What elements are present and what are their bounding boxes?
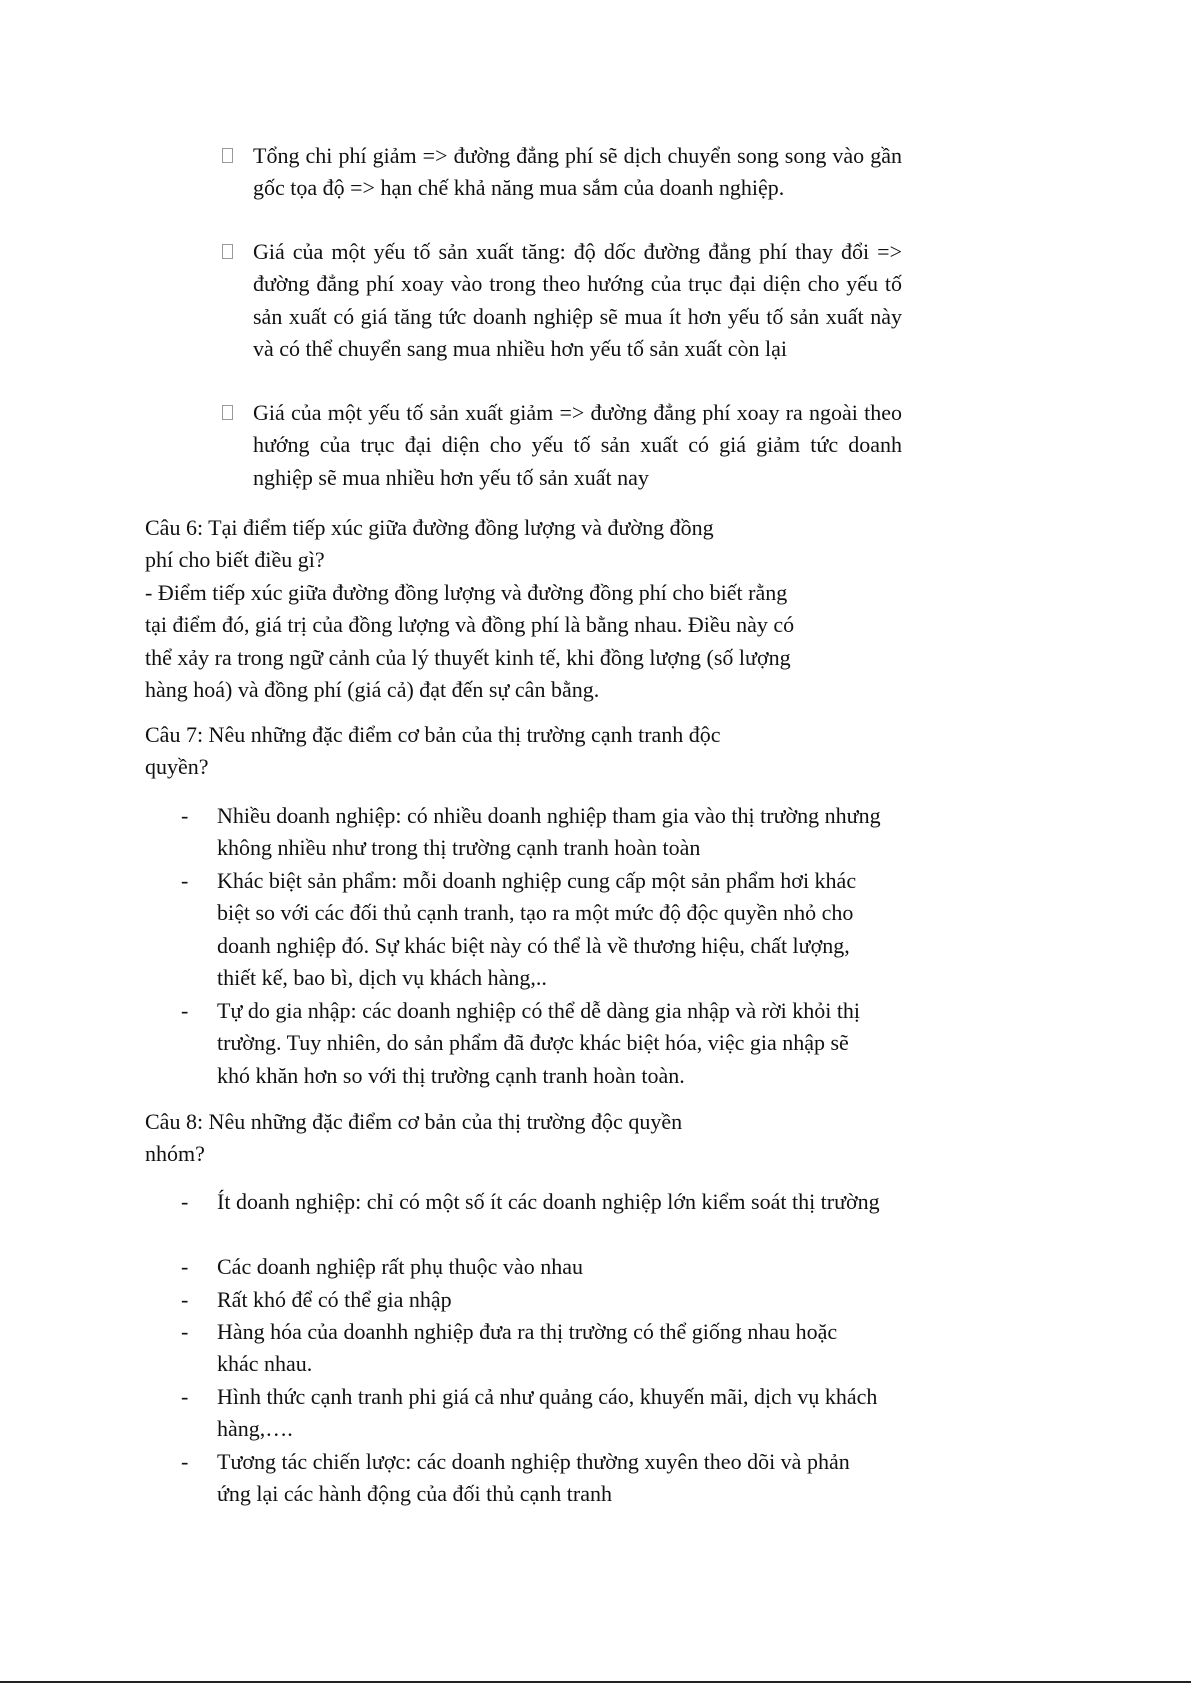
list-item — [181, 1186, 881, 1218]
list-item-text: Tự do gia nhập: các doanh nghiệp có thể dễ dàng gia nhập và rời khỏi thị trường. Tuy nhiên, do sản phẩm đã được khác biệt hóa, việc gia nhập sẽ khó khăn hơn so với thị trường cạnh tranh hoàn toàn. — [217, 998, 861, 1088]
list-item — [181, 1381, 881, 1446]
list-item — [181, 995, 881, 1092]
question-7-line2: quyền? — [145, 754, 209, 780]
answer-6-line3: thể xảy ra trong ngữ cảnh của lý thuyết kinh tế, khi đồng lượng (số lượng — [145, 644, 791, 670]
list-item-text: Hàng hóa của doanhh nghiệp đưa ra thị trường có thể giống nhau hoặc khác nhau. — [217, 1319, 838, 1377]
boxed-list-item — [222, 140, 902, 205]
question-8 — [145, 1106, 875, 1171]
list-item-text: Rất khó để có thể gia nhập — [217, 1287, 452, 1312]
answer-6-line1: - Điểm tiếp xúc giữa đường đồng lượng và đường đồng phí cho biết rằng — [145, 579, 788, 605]
list-item — [181, 800, 881, 865]
missing-glyph-box-icon — [222, 244, 233, 259]
answer-6-line2: tại điểm đó, giá trị của đồng lượng và đồng phí là bằng nhau. Điều này có — [145, 612, 795, 638]
list-item-text: Ít doanh nghiệp: chỉ có một số ít các doanh nghiệp lớn kiểm soát thị trường — [217, 1189, 880, 1214]
dash-bullet: - — [181, 1319, 189, 1344]
dash-bullet: - — [181, 1189, 189, 1214]
question-8-line1: Câu 8: Nêu những đặc điểm cơ bản của thị trường độc quyền — [145, 1109, 683, 1134]
list-item-text: Hình thức cạnh tranh phi giá cả như quảng cáo, khuyến mãi, dịch vụ khách hàng,…. — [217, 1384, 878, 1442]
answer-6-line4: hàng hoá) và đồng phí (giá cả) đạt đến sự cân bằng. — [145, 677, 600, 703]
dash-bullet: - — [181, 1384, 189, 1409]
missing-glyph-box-icon — [222, 405, 233, 420]
dash-bullet: - — [181, 868, 189, 893]
question-6-line2: phí cho biết điều gì? — [145, 547, 325, 573]
boxed-item-text: Giá của một yếu tố sản xuất tăng: độ dốc đường đẳng phí thay đổi => đường đẳng phí xoay vào trong theo hướng của trục đại diện cho yếu tố sản xuất có giá tăng tức doanh nghiệp sẽ mua ít hơn yếu tố sản xuất này và có thể chuyển sang mua nhiều hơn yếu tố sản xuất còn lại — [253, 239, 902, 362]
list-item-text: Nhiều doanh nghiệp: có nhiều doanh nghiệp tham gia vào thị trường nhưng không nhiều như trong thị trường cạnh tranh hoàn toàn — [217, 803, 881, 861]
list-item-text: Các doanh nghiệp rất phụ thuộc vào nhau — [217, 1254, 583, 1279]
list-item-text: Khác biệt sản phẩm: mỗi doanh nghiệp cung cấp một sản phẩm hơi khác biệt so với các đối thủ cạnh tranh, tạo ra một mức độ độc quyền nhỏ cho doanh nghiệp đó. Sự khác biệt này có thể là về thương hiệu, chất lượng, thiết kế, bao bì, dịch vụ khách hàng,.. — [217, 868, 857, 991]
question-7-line1: Câu 7: Nêu những đặc điểm cơ bản của thị trường cạnh tranh độc — [145, 722, 721, 747]
question-6-line1: Câu 6: Tại điểm tiếp xúc giữa đường đồng lượng và đường đồng — [145, 515, 714, 540]
dash-bullet: - — [181, 1449, 189, 1474]
boxed-item-text: Tổng chi phí giảm => đường đẳng phí sẽ dịch chuyển song song vào gần gốc tọa độ => hạn chế khả năng mua sắm của doanh nghiệp. — [253, 143, 902, 201]
question-8-line2: nhóm? — [145, 1141, 205, 1167]
boxed-item-text: Giá của một yếu tố sản xuất giảm => đường đẳng phí xoay ra ngoài theo hướng của trục đại diện cho yếu tố sản xuất có giá giảm tức doanh nghiệp sẽ mua nhiều hơn yếu tố sản xuất nay — [253, 400, 902, 490]
dash-bullet: - — [181, 1287, 189, 1312]
question-6 — [145, 512, 875, 706]
dash-bullet: - — [181, 803, 189, 828]
boxed-list-item — [222, 397, 902, 494]
list-item-text: Tương tác chiến lược: các doanh nghiệp thường xuyên theo dõi và phản ứng lại các hành động của đối thủ cạnh tranh — [217, 1449, 850, 1507]
list-item — [181, 1446, 881, 1511]
dash-bullet: - — [181, 1254, 189, 1279]
list-item — [181, 1316, 881, 1381]
list-item — [181, 1251, 881, 1283]
list-item — [181, 865, 881, 995]
boxed-list-item — [222, 236, 902, 366]
list-item — [181, 1284, 881, 1316]
dash-bullet: - — [181, 998, 189, 1023]
page-bottom-rule — [0, 1681, 1191, 1683]
question-7 — [145, 719, 875, 784]
missing-glyph-box-icon — [222, 148, 233, 163]
